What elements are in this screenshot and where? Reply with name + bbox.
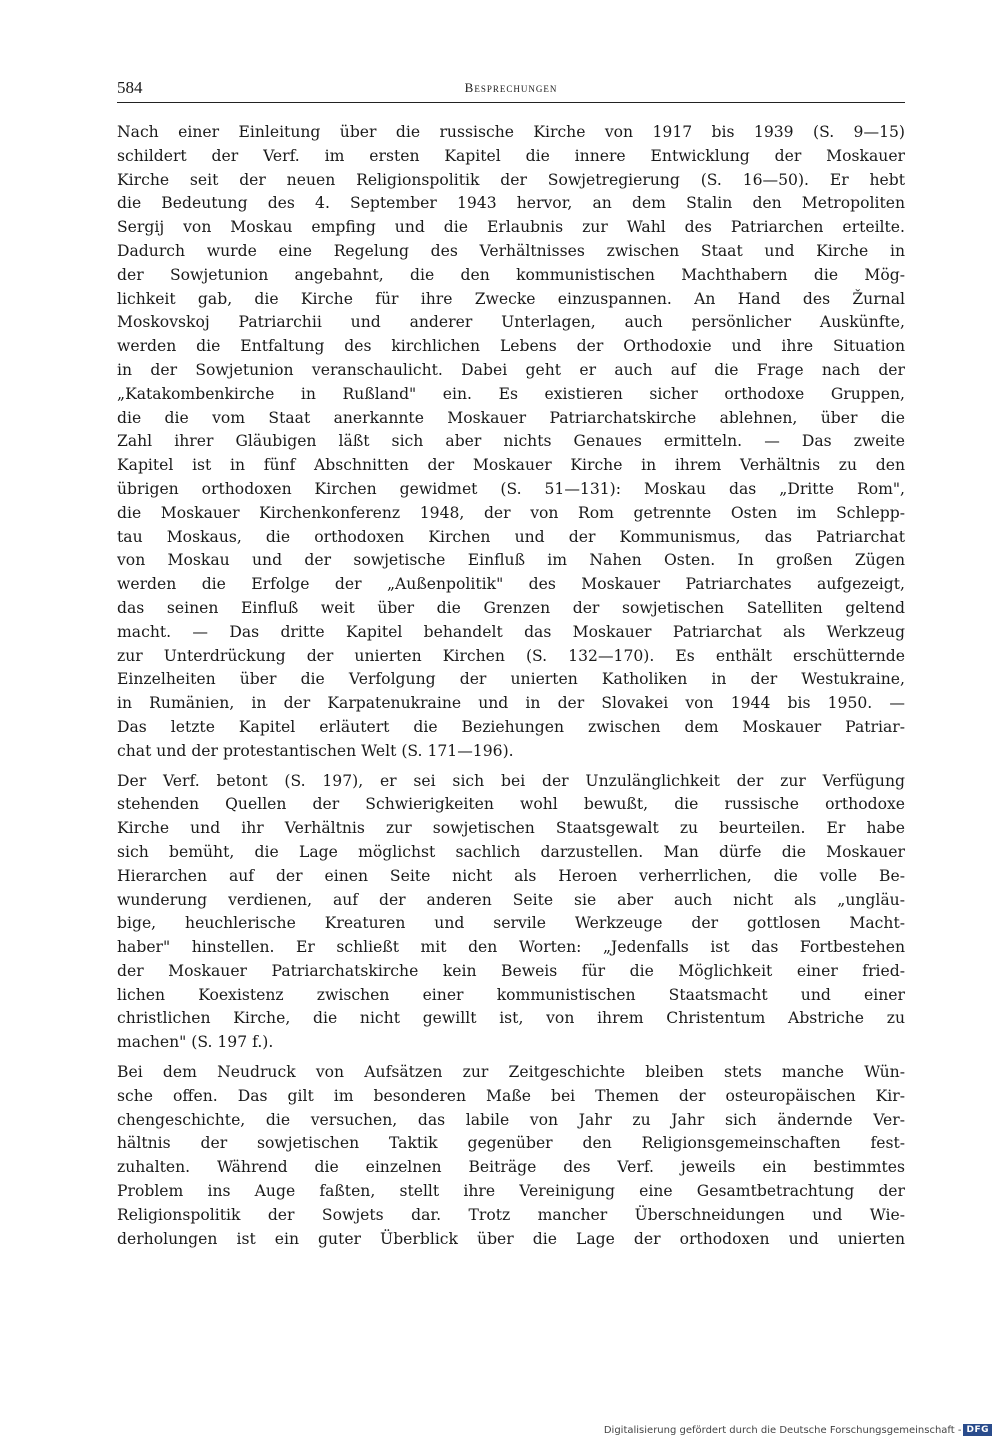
text-line: Nach einer Einleitung über die russische Kirche von 1917 bis 1939 (S. 9—15): [117, 123, 905, 141]
body-text: [117, 121, 905, 1257]
text-line: lichkeit gab, die Kirche für ihre Zwecke einzuspannen. An Hand des Žurnal: [117, 289, 905, 308]
text-line: derholungen ist ein guter Überblick über die Lage der orthodoxen und unierten: [117, 1229, 905, 1248]
text-line: Religionspolitik der Sowjets dar. Trotz mancher Überschneidungen und Wie-: [117, 1205, 905, 1224]
text-line: die Bedeutung des 4. September 1943 hervor, an dem Stalin den Metropoliten: [117, 194, 905, 213]
text-line: Einzelheiten über die Verfolgung der unierten Katholiken in der Westukraine,: [117, 670, 905, 689]
text-line: zur Unterdrückung der unierten Kirchen (S. 132—170). Es enthält erschütternde: [117, 646, 905, 665]
paragraph-3: [117, 1061, 905, 1251]
text-line: sich bemüht, die Lage möglichst sachlich darzustellen. Man dürfe die Moskauer: [117, 842, 905, 861]
text-line: hältnis der sowjetischen Taktik gegenüber den Religionsgemeinschaften fest-: [117, 1134, 905, 1153]
text-line: Dadurch wurde eine Regelung des Verhältnisses zwischen Staat und Kirche in: [117, 241, 905, 260]
text-line: wunderung verdienen, auf der anderen Seite sie aber auch nicht als „ungläu-: [117, 890, 905, 909]
text-line: Problem ins Auge faßten, stellt ihre Vereinigung eine Gesamtbetrachtung der: [117, 1182, 905, 1201]
text-line: die die vom Staat anerkannte Moskauer Patriarchatskirche ablehnen, über die: [117, 408, 905, 427]
footer-credit: Digitalisierung gefördert durch die Deutsche Forschungsgemeinschaft -: [603, 1425, 962, 1436]
text-line: Hierarchen auf der einen Seite nicht als Heroen verherrlichen, die volle Be-: [117, 866, 905, 885]
text-line: macht. — Das dritte Kapitel behandelt das Moskauer Patriarchat als Werkzeug: [117, 622, 905, 641]
page-header: [117, 78, 905, 103]
page-number: 584: [117, 78, 143, 97]
text-line: die Moskauer Kirchenkonferenz 1948, der von Rom getrennte Osten im Schlepp-: [117, 503, 905, 522]
dfg-logo: DFG: [963, 1424, 992, 1436]
paragraph-1: [117, 121, 905, 764]
text-line: Kirche und ihr Verhältnis zur sowjetischen Staatsgewalt zu beurteilen. Er habe: [117, 819, 905, 838]
text-line: Das letzte Kapitel erläutert die Beziehungen zwischen dem Moskauer Patriar-: [117, 717, 905, 736]
text-line: chengeschichte, die versuchen, das labile von Jahr zu Jahr sich ändernde Ver-: [117, 1110, 905, 1129]
text-line: Bei dem Neudruck von Aufsätzen zur Zeitgeschichte bleiben stets manche Wün-: [117, 1063, 905, 1082]
text-line: bige, heuchlerische Kreaturen und servile Werkzeuge der gottlosen Macht-: [117, 914, 905, 933]
text-line: der Sowjetunion angebahnt, die den kommunistischen Machthabern die Mög-: [117, 265, 905, 284]
text-line: werden die Erfolge der „Außenpolitik" des Moskauer Patriarchates aufgezeigt,: [117, 575, 905, 594]
text-line: übrigen orthodoxen Kirchen gewidmet (S. 51—131): Moskau das „Dritte Rom",: [117, 479, 905, 498]
text-line: Kapitel ist in fünf Abschnitten der Moskauer Kirche in ihrem Verhältnis zu den: [117, 456, 905, 475]
running-head: Besprechungen: [464, 80, 558, 95]
text-line: stehenden Quellen der Schwierigkeiten wohl bewußt, die russische orthodoxe: [117, 795, 905, 814]
text-line: „Katakombenkirche in Rußland" ein. Es existieren sicher orthodoxe Gruppen,: [117, 384, 905, 403]
text-line: in Rumänien, in der Karpatenukraine und in der Slovakei von 1944 bis 1950. —: [117, 694, 905, 713]
text-line: Zahl ihrer Gläubigen läßt sich aber nichts Genaues ermitteln. — Das zweite: [117, 432, 905, 451]
text-line: der Moskauer Patriarchatskirche kein Beweis für die Möglichkeit einer fried-: [117, 961, 905, 980]
text-line: haber" hinstellen. Er schließt mit den Worten: „Jedenfalls ist das Fortbestehen: [117, 938, 905, 957]
text-line: Der Verf. betont (S. 197), er sei sich bei der Unzulänglichkeit der zur Verfügung: [117, 771, 905, 790]
text-line: in der Sowjetunion veranschaulicht. Dabei geht er auch auf die Frage nach der: [117, 360, 905, 379]
text-line: das seinen Einfluß weit über die Grenzen der sowjetischen Satelliten geltend: [117, 598, 905, 617]
text-line: von Moskau und der sowjetische Einfluß im Nahen Osten. In großen Zügen: [117, 551, 905, 570]
text-line: sche offen. Das gilt im besonderen Maße bei Themen der osteuropäischen Kir-: [117, 1086, 905, 1105]
text-line: machen" (S. 197 f.).: [117, 1033, 274, 1052]
digitization-footer: [604, 1424, 992, 1436]
text-line: Sergij von Moskau empfing und die Erlaubnis zur Wahl des Patriarchen erteilte.: [117, 218, 905, 237]
text-line: christlichen Kirche, die nicht gewillt ist, von ihrem Christentum Abstriche zu: [117, 1009, 905, 1028]
paragraph-2: [117, 770, 905, 1056]
text-line: chat und der protestantischen Welt (S. 171—196).: [117, 741, 514, 760]
text-line: zuhalten. Während die einzelnen Beiträge des Verf. jeweils ein bestimmtes: [117, 1158, 905, 1177]
text-line: tau Moskaus, die orthodoxen Kirchen und der Kommunismus, das Patriarchat: [117, 527, 905, 546]
text-line: Moskovskoj Patriarchii und anderer Unterlagen, auch persönlicher Auskünfte,: [117, 313, 905, 332]
text-line: Kirche seit der neuen Religionspolitik der Sowjetregierung (S. 16—50). Er hebt: [117, 170, 905, 189]
text-line: werden die Entfaltung des kirchlichen Lebens der Orthodoxie und ihre Situation: [117, 337, 905, 356]
text-line: schildert der Verf. im ersten Kapitel die innere Entwicklung der Moskauer: [117, 146, 905, 165]
text-line: lichen Koexistenz zwischen einer kommunistischen Staatsmacht und einer: [117, 985, 905, 1004]
